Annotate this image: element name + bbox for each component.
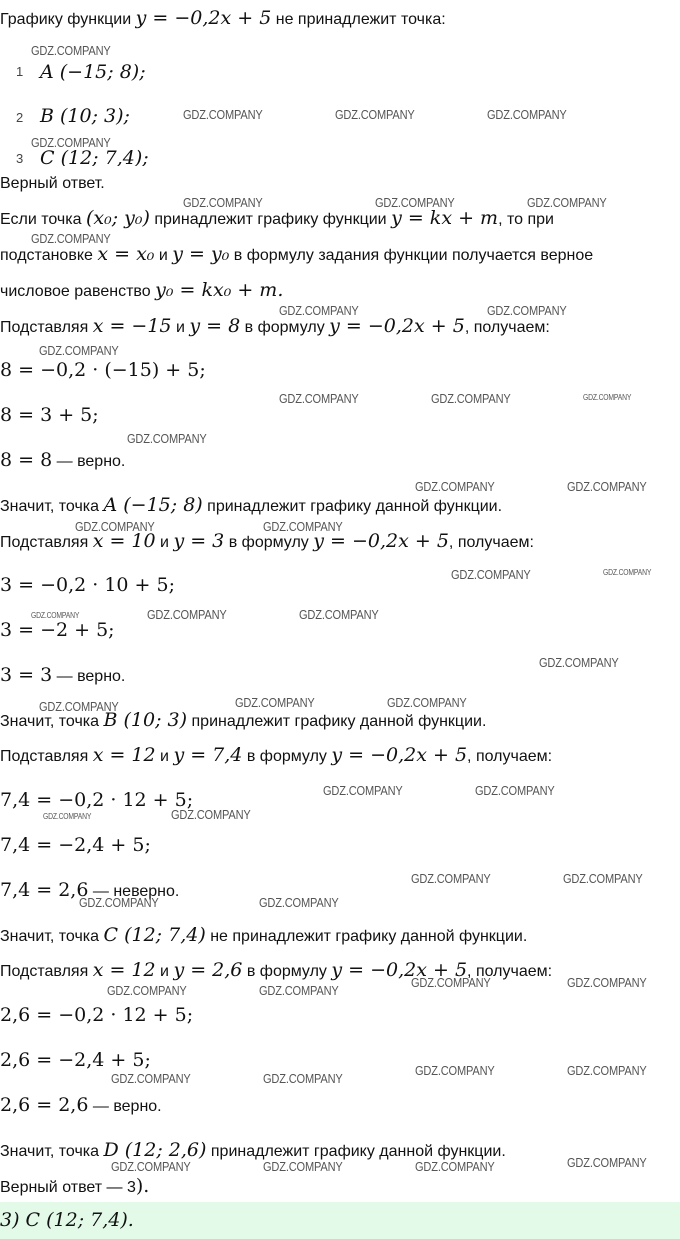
watermark: GDZ.COMPANY bbox=[415, 1159, 495, 1174]
text: Подставляя bbox=[0, 534, 89, 551]
text: в формулу bbox=[246, 963, 327, 980]
math: 7,4 = 2,6 bbox=[0, 879, 89, 901]
watermark: GDZ.COMPANY bbox=[539, 655, 619, 670]
watermark: GDZ.COMPANY bbox=[111, 1071, 191, 1086]
subst-b bbox=[0, 529, 534, 555]
watermark: GDZ.COMPANY bbox=[487, 303, 567, 318]
text: принадлежит графику данной функции. bbox=[207, 498, 503, 515]
question-suffix: не принадлежит точка: bbox=[275, 11, 446, 28]
math: y = 7,4 bbox=[173, 744, 243, 766]
watermark: GDZ.COMPANY bbox=[411, 975, 491, 990]
watermark: GDZ.COMPANY bbox=[107, 983, 187, 998]
question-formula: y = −0,2x + 5 bbox=[135, 7, 272, 29]
watermark: GDZ.COMPANY bbox=[563, 871, 643, 886]
watermark: GDZ.COMPANY bbox=[603, 568, 652, 577]
watermark: GDZ.COMPANY bbox=[263, 519, 343, 534]
watermark: GDZ.COMPANY bbox=[567, 1155, 647, 1170]
watermark: GDZ.COMPANY bbox=[335, 107, 415, 122]
watermark: GDZ.COMPANY bbox=[75, 519, 155, 534]
math: 3 = 3 bbox=[0, 664, 53, 686]
watermark: GDZ.COMPANY bbox=[415, 1063, 495, 1078]
text: не принадлежит графику данной функции. bbox=[210, 928, 528, 945]
watermark: GDZ.COMPANY bbox=[451, 567, 531, 582]
math: y = −0,2x + 5 bbox=[313, 530, 449, 552]
watermark: GDZ.COMPANY bbox=[263, 1159, 343, 1174]
answer-box bbox=[0, 1202, 680, 1239]
watermark: GDZ.COMPANY bbox=[127, 431, 207, 446]
text: , получаем: bbox=[467, 963, 553, 980]
subst-a bbox=[0, 314, 550, 340]
math: x = 12 bbox=[92, 959, 156, 981]
eq-b-1: 3 = −0,2 · 10 + 5; bbox=[0, 574, 176, 596]
watermark: GDZ.COMPANY bbox=[475, 783, 555, 798]
eq-d-3 bbox=[0, 1093, 162, 1119]
answer-text: 3) C (12; 7,4). bbox=[0, 1209, 134, 1231]
text: принадлежит графику функции bbox=[154, 211, 387, 228]
watermark: GDZ.COMPANY bbox=[567, 479, 647, 494]
option-text: A (−15; 8); bbox=[40, 61, 146, 83]
text: Значит, точка bbox=[0, 498, 100, 515]
text: , получаем: bbox=[464, 319, 550, 336]
math: D (12; 2,6) bbox=[103, 1139, 207, 1161]
text: принадлежит графику данной функции. bbox=[191, 713, 487, 730]
watermark: GDZ.COMPANY bbox=[183, 107, 263, 122]
subst-c bbox=[0, 743, 552, 769]
conclusion-b bbox=[0, 708, 486, 734]
math: x = −15 bbox=[92, 315, 172, 337]
text: в формулу bbox=[244, 319, 325, 336]
option-number: 2 bbox=[16, 110, 24, 125]
question-prefix: Графику функции bbox=[0, 11, 132, 28]
eq-a-1: 8 = −0,2 · (−15) + 5; bbox=[0, 359, 206, 381]
text: и bbox=[160, 963, 169, 980]
math: y = 3 bbox=[173, 530, 225, 552]
eq-a-3 bbox=[0, 448, 125, 474]
text: , получаем: bbox=[448, 534, 534, 551]
text: , получаем: bbox=[467, 748, 553, 765]
conclusion-d bbox=[0, 1138, 506, 1164]
math: 2,6 = 2,6 bbox=[0, 1094, 89, 1116]
math: B (10; 3) bbox=[103, 709, 188, 731]
text: числовое равенство bbox=[0, 283, 151, 300]
text: , то при bbox=[498, 211, 554, 228]
watermark: GDZ.COMPANY bbox=[567, 1063, 647, 1078]
math: x = 10 bbox=[92, 530, 156, 552]
watermark: GDZ.COMPANY bbox=[411, 871, 491, 886]
watermark: GDZ.COMPANY bbox=[415, 479, 495, 494]
eq-c-1: 7,4 = −0,2 · 12 + 5; bbox=[0, 789, 194, 811]
math: x = 12 bbox=[92, 744, 156, 766]
text: Значит, точка bbox=[0, 1143, 100, 1160]
watermark: GDZ.COMPANY bbox=[299, 607, 379, 622]
text: в формулу задания функции получается верное bbox=[233, 247, 594, 264]
watermark: GDZ.COMPANY bbox=[31, 611, 80, 620]
verdict: — верно. bbox=[52, 668, 126, 685]
text: Подставляя bbox=[0, 748, 89, 765]
watermark: GDZ.COMPANY bbox=[387, 695, 467, 710]
eq-d-1: 2,6 = −0,2 · 12 + 5; bbox=[0, 1004, 194, 1026]
final-answer-text bbox=[0, 1174, 149, 1200]
watermark: GDZ.COMPANY bbox=[43, 812, 92, 821]
watermark: GDZ.COMPANY bbox=[263, 1071, 343, 1086]
text: Значит, точка bbox=[0, 713, 100, 730]
watermark: GDZ.COMPANY bbox=[31, 135, 111, 150]
option-text: C (12; 7,4); bbox=[40, 147, 149, 166]
watermark: GDZ.COMPANY bbox=[31, 231, 111, 246]
text: подстановке bbox=[0, 247, 93, 264]
text: и bbox=[175, 319, 185, 336]
text: Верный ответ — 3 bbox=[0, 1179, 136, 1196]
text: и bbox=[160, 748, 169, 765]
text: в формулу bbox=[246, 748, 327, 765]
text: Если точка bbox=[0, 211, 82, 228]
eq-d-2: 2,6 = −2,4 + 5; bbox=[0, 1049, 151, 1071]
text: и bbox=[160, 534, 169, 551]
subst-d bbox=[0, 958, 552, 984]
eq-b-3 bbox=[0, 663, 125, 689]
verdict: — верно. bbox=[52, 453, 126, 470]
text: принадлежит графику данной функции. bbox=[210, 1143, 506, 1160]
correct-answer-label: Верный ответ. bbox=[0, 175, 105, 192]
watermark: GDZ.COMPANY bbox=[79, 895, 159, 910]
option-number: 3 bbox=[16, 151, 24, 166]
math: y = 8 bbox=[189, 315, 241, 337]
option-3[interactable] bbox=[0, 146, 680, 166]
text: Значит, точка bbox=[0, 928, 100, 945]
watermark: GDZ.COMPANY bbox=[431, 391, 511, 406]
theory-line-2 bbox=[0, 242, 593, 268]
text: Подставляя bbox=[0, 963, 89, 980]
math: y = −0,2x + 5 bbox=[331, 744, 468, 766]
math: y = kx + m bbox=[391, 207, 499, 229]
watermark: GDZ.COMPANY bbox=[171, 807, 251, 822]
watermark: GDZ.COMPANY bbox=[235, 695, 315, 710]
watermark: GDZ.COMPANY bbox=[259, 895, 339, 910]
math: y₀ = kx₀ + m. bbox=[155, 279, 284, 301]
math: x = x₀ bbox=[97, 243, 155, 265]
math: ). bbox=[135, 1175, 150, 1197]
watermark: GDZ.COMPANY bbox=[111, 1159, 191, 1174]
watermark: GDZ.COMPANY bbox=[323, 783, 403, 798]
watermark: GDZ.COMPANY bbox=[259, 983, 339, 998]
eq-a-2: 8 = 3 + 5; bbox=[0, 404, 99, 426]
watermark: GDZ.COMPANY bbox=[39, 343, 119, 358]
watermark: GDZ.COMPANY bbox=[279, 303, 359, 318]
eq-c-3 bbox=[0, 878, 179, 904]
watermark: GDZ.COMPANY bbox=[487, 107, 567, 122]
verdict: — неверно. bbox=[88, 883, 180, 900]
watermark: GDZ.COMPANY bbox=[147, 607, 227, 622]
math: (x₀; y₀) bbox=[85, 207, 150, 229]
text: и bbox=[158, 247, 168, 264]
math: C (12; 7,4) bbox=[103, 924, 206, 946]
watermark: GDZ.COMPANY bbox=[31, 43, 111, 58]
watermark: GDZ.COMPANY bbox=[279, 391, 359, 406]
theory-line-1 bbox=[0, 206, 554, 232]
math: A (−15; 8) bbox=[103, 494, 203, 516]
watermark: GDZ.COMPANY bbox=[527, 195, 607, 210]
text: Подставляя bbox=[0, 319, 89, 336]
conclusion-a bbox=[0, 493, 502, 519]
watermark: GDZ.COMPANY bbox=[567, 975, 647, 990]
math: y = −0,2x + 5 bbox=[329, 315, 465, 337]
math: y = −0,2x + 5 bbox=[331, 959, 468, 981]
eq-b-2: 3 = −2 + 5; bbox=[0, 619, 115, 641]
watermark: GDZ.COMPANY bbox=[39, 699, 119, 714]
watermark: GDZ.COMPANY bbox=[583, 393, 632, 402]
option-number: 1 bbox=[16, 64, 24, 79]
option-text: B (10; 3); bbox=[40, 105, 130, 127]
verdict: — верно. bbox=[88, 1098, 162, 1115]
math: y = y₀ bbox=[172, 243, 230, 265]
conclusion-c bbox=[0, 923, 527, 949]
math: y = 2,6 bbox=[173, 959, 243, 981]
theory-line-3 bbox=[0, 278, 283, 304]
eq-c-2: 7,4 = −2,4 + 5; bbox=[0, 834, 151, 856]
text: в формулу bbox=[228, 534, 309, 551]
watermark: GDZ.COMPANY bbox=[375, 195, 455, 210]
question-text bbox=[0, 6, 446, 32]
watermark: GDZ.COMPANY bbox=[183, 195, 263, 210]
math: 8 = 8 bbox=[0, 449, 53, 471]
